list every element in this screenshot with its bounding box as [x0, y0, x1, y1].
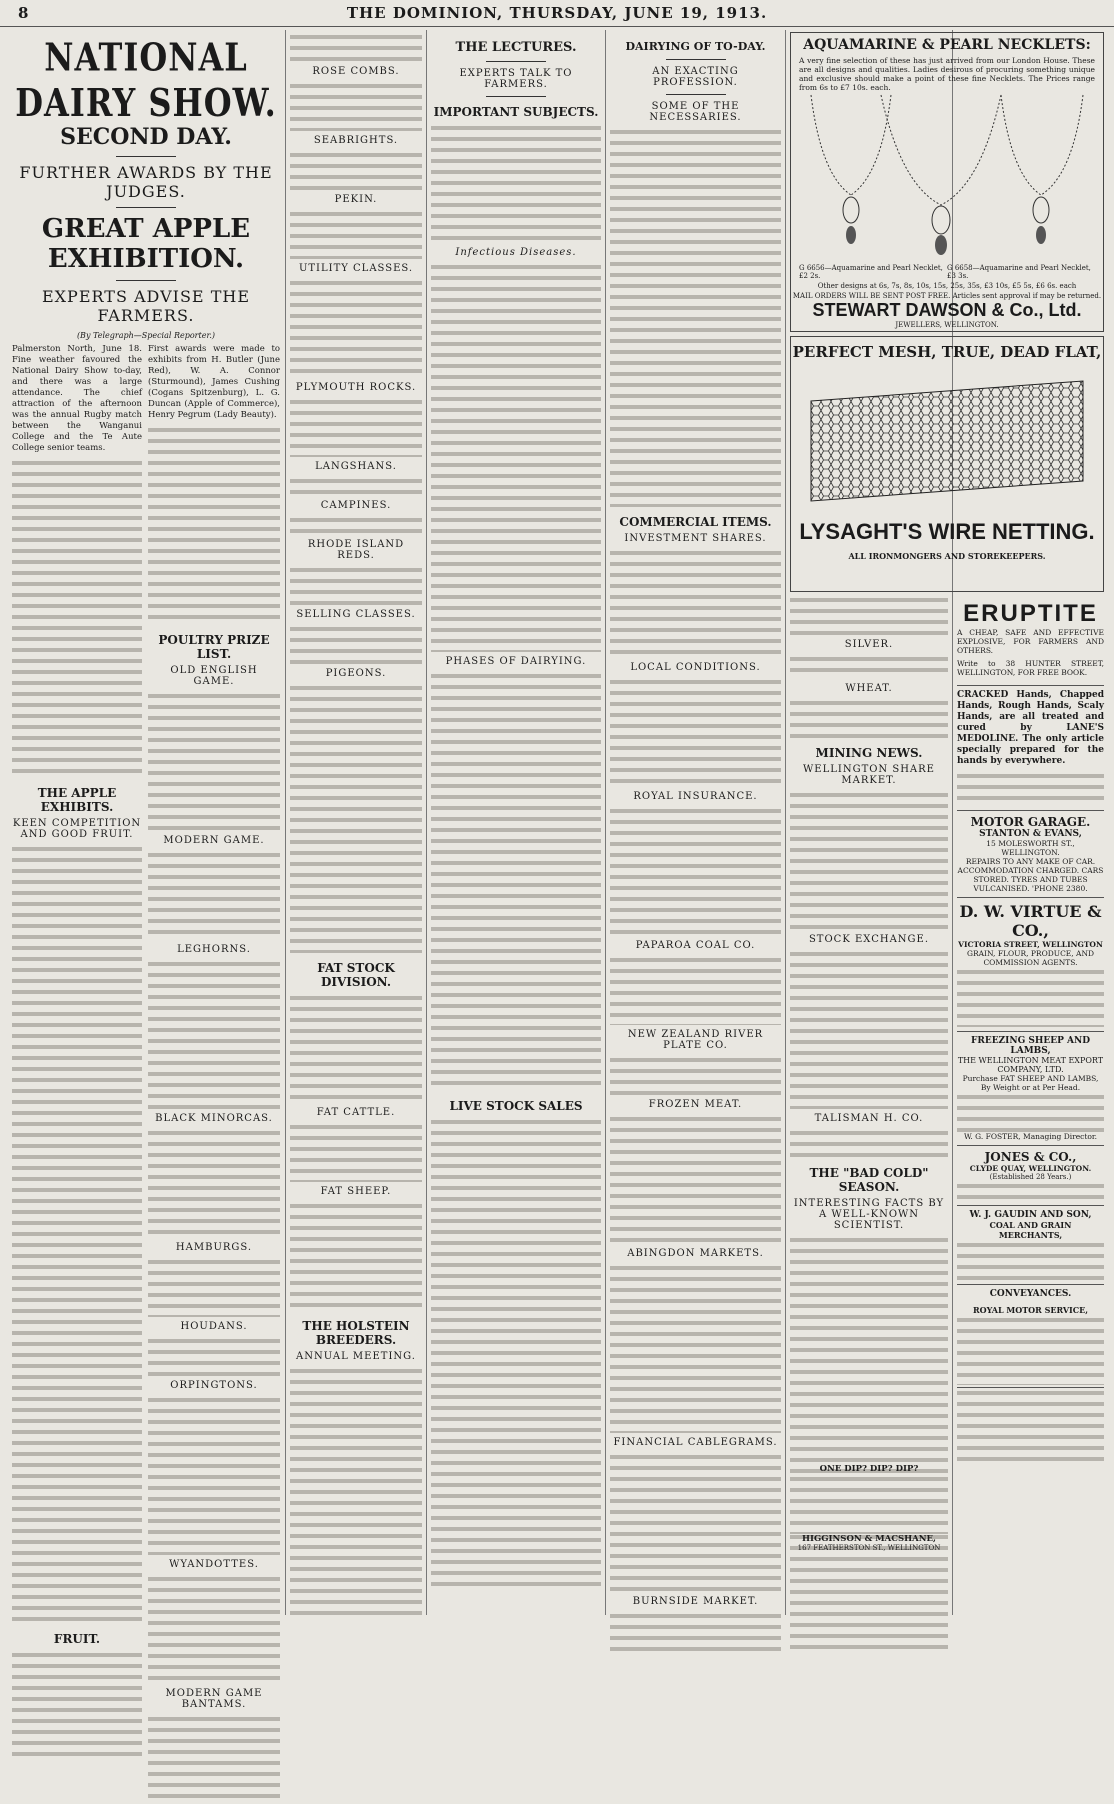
- jones-sub: CLYDE QUAY, WELLINGTON.: [969, 1164, 1092, 1173]
- section-heading-pekin: PEKIN.: [334, 194, 378, 205]
- divider: [486, 96, 546, 97]
- section-heading-selling-classes: SELLING CLASSES.: [296, 609, 416, 620]
- gaudin-ad: [957, 1206, 1104, 1285]
- section-heading-holstein-breeders: THE HOLSTEIN BREEDERS.: [302, 1319, 410, 1347]
- ad-text-block: [957, 1181, 1104, 1201]
- section-heading-mining-news: MINING NEWS.: [815, 746, 923, 760]
- medoline-text: CRACKED Hands, Chapped Hands, Rough Hands, Scaly Hands, are all treated and cured by LANE'S MEDOLINE. The only article specially prepared for the hands by everywhere.: [957, 690, 1104, 766]
- motor-garage-title: MOTOR GARAGE.: [970, 815, 1091, 829]
- story-text-block: [148, 1714, 280, 1804]
- higginson-address: 167 FEATHERSTON ST., WELLINGTON: [797, 1544, 941, 1552]
- wire-netting-illustration: [791, 361, 1103, 511]
- section-heading-live-stock-sales: LIVE STOCK SALES: [449, 1099, 583, 1113]
- section-heading-wheat: WHEAT.: [845, 683, 893, 694]
- section-heading-black-minorcas: BLACK MINORCAS.: [155, 1113, 273, 1124]
- section-heading-english-game: OLD ENGLISH GAME.: [170, 665, 258, 687]
- column-rule: [605, 30, 606, 1615]
- story-text-block: [431, 262, 601, 652]
- section-heading-fat-stock: FAT STOCK DIVISION.: [317, 961, 395, 989]
- virtue-name: D. W. VIRTUE & CO.,: [959, 902, 1102, 940]
- virtue-address: VICTORIA STREET, WELLINGTON: [958, 940, 1103, 949]
- story-text-block: [148, 850, 280, 940]
- section-heading-poultry-prize-list: POULTRY PRIZE LIST.: [158, 633, 270, 661]
- headline-great-apple-exhibition: GREAT APPLE EXHIBITION.: [41, 214, 251, 274]
- section-heading-wellington-share-market: WELLINGTON SHARE MARKET.: [803, 764, 935, 786]
- markets-column: [790, 595, 948, 1610]
- section-heading-langshans: LANGSHANS.: [315, 461, 397, 472]
- foster-line: W. G. FOSTER, Managing Director.: [963, 1132, 1098, 1141]
- section-heading-modern-game: MODERN GAME.: [163, 835, 265, 846]
- section-heading-annual-meeting: ANNUAL MEETING.: [296, 1351, 416, 1362]
- gaudin-name: W. J. GAUDIN AND SON,: [969, 1210, 1092, 1220]
- conveyances-heading: CONVEYANCES.: [989, 1289, 1072, 1299]
- story-subcolumn-left: [12, 344, 142, 1674]
- other-designs: Other designs at 6s, 7s, 8s, 10s, 15s, 25s, 35s, £3 10s, £5 5s, £6 6s. each: [817, 282, 1077, 290]
- story-text-block: [290, 150, 422, 190]
- eruptite-sub: A CHEAP, SAFE AND EFFECTIVE EXPLOSIVE, FOR FARMERS AND OTHERS.: [957, 628, 1104, 655]
- section-heading-wyandottes: WYANDOTTES.: [169, 1559, 259, 1570]
- story-text-block: [610, 1055, 781, 1095]
- ad-text-block: [957, 967, 1104, 1027]
- page-number: 8: [18, 4, 29, 22]
- medoline-ad: [957, 686, 1104, 811]
- ad-text-block: [957, 1315, 1104, 1385]
- share-price-table: [610, 548, 781, 658]
- section-heading-pigeons: PIGEONS.: [325, 668, 387, 679]
- main-story-column: [12, 32, 280, 1710]
- story-text-block: [790, 698, 948, 738]
- story-text-block: [148, 1395, 280, 1555]
- subheadline-necessaries: SOME OF THE NECESSARIES.: [649, 101, 742, 123]
- aquamarine-ad-text: A very fine selection of these has just arrived from our London House. These are all designs and qualities. Ladies desirous of procuring something unique and exclusive should make a point of these fine Necklets. The Prices range from 6s to £7 10s. each.: [799, 56, 1095, 92]
- section-heading-plymouth-rocks: PLYMOUTH ROCKS.: [295, 382, 417, 393]
- story-text-block: [148, 1336, 280, 1376]
- virtue-sub: GRAIN, FLOUR, PRODUCE, AND COMMISSION AGENTS.: [966, 949, 1095, 967]
- royal-motor-ad: [957, 1303, 1104, 1388]
- story-text-block: [610, 1452, 781, 1592]
- story-text-block: [290, 1122, 422, 1182]
- divider: [116, 280, 176, 281]
- stanton-address: 15 MOLESWORTH ST., WELLINGTON.: [986, 839, 1075, 857]
- section-heading-frozen-meat: FROZEN MEAT.: [648, 1099, 743, 1110]
- section-heading-hamburgs: HAMBURGS.: [175, 1242, 253, 1253]
- story-text-block: [290, 397, 422, 457]
- section-heading-stock-exchange: STOCK EXCHANGE.: [808, 934, 930, 945]
- section-heading-bad-cold: THE "BAD COLD" SEASON.: [809, 1166, 929, 1194]
- section-heading-infectious-diseases: Infectious Diseases.: [455, 247, 577, 258]
- eruptite-ad: [957, 596, 1104, 686]
- story-text-block: [148, 691, 280, 831]
- jones-ad: [957, 1146, 1104, 1206]
- section-subheading-keen-competition: KEEN COMPETITION AND GOOD FRUIT.: [12, 818, 142, 840]
- section-heading-fruit: FRUIT.: [53, 1632, 101, 1646]
- section-heading-abingdon-markets: ABINGDON MARKETS.: [627, 1248, 764, 1259]
- section-heading-seabrights: SEABRIGHTS.: [313, 135, 399, 146]
- section-heading-burnside-market: BURNSIDE MARKET.: [632, 1596, 759, 1607]
- story-text-block: [12, 458, 142, 778]
- headline-the-lectures: THE LECTURES.: [455, 40, 577, 55]
- headline-experts-advise: EXPERTS ADVISE THE FARMERS.: [41, 287, 250, 325]
- accommodation-line: ACCOMMODATION CHARGED. CARS STORED. TYRES AND TUBES VULCANISED. 'PHONE 2380.: [957, 866, 1104, 893]
- virtue-ad: [957, 898, 1104, 1032]
- ad-text-block: [790, 1474, 948, 1534]
- divider: [486, 61, 546, 62]
- divider: [666, 59, 726, 60]
- section-heading-fat-sheep: FAT SHEEP.: [320, 1186, 392, 1197]
- section-heading-paparoa-coal: PAPAROA COAL CO.: [635, 940, 756, 951]
- story-text-block: [290, 565, 422, 605]
- story-text-block: [610, 1263, 781, 1433]
- eruptite-title: ERUPTITE: [963, 600, 1098, 627]
- story-text-block: [610, 955, 781, 1025]
- share-price-table: [790, 790, 948, 930]
- eruptite-write: Write to 38 HUNTER STREET, WELLINGTON, FOR FREE BOOK.: [957, 659, 1104, 677]
- poultry-results-column: [290, 32, 422, 1612]
- subheadline-experts-talk: EXPERTS TALK TO FARMERS.: [459, 68, 573, 90]
- one-dip-title: ONE DIP? DIP? DIP?: [819, 1464, 919, 1474]
- story-text-block: [610, 1114, 781, 1244]
- headline-second-day: SECOND DAY.: [60, 124, 232, 150]
- commercial-column: [610, 32, 781, 1612]
- motor-garage-ad: [957, 811, 1104, 898]
- repairs-line: REPAIRS TO ANY MAKE OF CAR.: [965, 857, 1096, 866]
- masthead: [0, 0, 1114, 27]
- story-text-block: [431, 671, 601, 1091]
- story-subcolumn-right: [148, 344, 280, 1710]
- jones-established: (Established 28 Years.): [989, 1173, 1072, 1181]
- story-text-block: [290, 81, 422, 131]
- section-heading-apple-exhibits: THE APPLE EXHIBITS.: [37, 786, 117, 814]
- story-text-block: [790, 949, 948, 1109]
- divider: [116, 207, 176, 208]
- pendant-caption-left: G 6656—Aquamarine and Pearl Necklet, £2 2s.: [799, 264, 943, 280]
- section-heading-leghorns: LEGHORNS.: [177, 944, 251, 955]
- story-text-block: [790, 595, 948, 635]
- stanton-name: STANTON & EVANS,: [979, 829, 1082, 839]
- section-heading-utility: UTILITY CLASSES.: [298, 263, 414, 274]
- column-rule: [426, 30, 427, 1615]
- lectures-column: [431, 32, 601, 1612]
- freezing-title: FREEZING SHEEP AND LAMBS,: [970, 1036, 1091, 1056]
- headline-further-awards: FURTHER AWARDS BY THE JUDGES.: [19, 163, 273, 201]
- story-text-block: [148, 425, 280, 625]
- subheadline-important-subjects: IMPORTANT SUBJECTS.: [433, 105, 599, 119]
- pendant-captions: [791, 264, 1103, 280]
- meat-export-company: THE WELLINGTON MEAT EXPORT COMPANY, LTD.: [957, 1056, 1104, 1074]
- stewart-dawson-name: STEWART DAWSON & Co., Ltd.: [812, 300, 1082, 320]
- section-heading-financial-cablegrams: FINANCIAL CABLEGRAMS.: [613, 1437, 778, 1448]
- section-heading-silver: SILVER.: [844, 639, 894, 650]
- section-heading-fat-cattle: FAT CATTLE.: [316, 1107, 396, 1118]
- story-text-block: [290, 993, 422, 1103]
- story-text-block: [12, 1650, 142, 1760]
- jones-name: JONES & CO.,: [984, 1150, 1077, 1164]
- story-text-block: [290, 1366, 422, 1616]
- story-text-block: [610, 806, 781, 936]
- aquamarine-ad-title: AQUAMARINE & PEARL NECKLETS:: [803, 37, 1091, 53]
- story-intro: Palmerston North, June 18. Fine weather favoured the National Dairy Show to-day, and there was a large attendance. The chief attraction of the afternoon was the annual Rugby match between the Wanganui College and the Te Aute College senior teams.: [12, 344, 142, 453]
- newspaper-title: THE DOMINION, THURSDAY, JUNE 19, 1913.: [346, 4, 768, 22]
- section-heading-rose-combs: ROSE COMBS.: [312, 66, 400, 77]
- necklace-illustration: [791, 95, 1103, 260]
- section-heading-royal-insurance: ROYAL INSURANCE.: [633, 791, 758, 802]
- story-text-block: [290, 515, 422, 535]
- story-text-block: [148, 1257, 280, 1317]
- story-text-block: [610, 1611, 781, 1651]
- ad-text-block: [957, 1388, 1104, 1468]
- story-text-block: [290, 278, 422, 378]
- story-text-block: [790, 1128, 948, 1158]
- classified-ads-column: [957, 596, 1104, 1610]
- higginson-name: HIGGINSON & MACSHANE,: [802, 1534, 936, 1544]
- section-heading-local-conditions: LOCAL CONDITIONS.: [630, 662, 761, 673]
- bottom-ads: [790, 1460, 948, 1610]
- stewart-dawson-sub: JEWELLERS, WELLINGTON.: [895, 321, 999, 329]
- story-text-block: [12, 844, 142, 1624]
- royal-motor-title: ROYAL MOTOR SERVICE,: [972, 1305, 1089, 1315]
- perfect-mesh-headline: PERFECT MESH, TRUE, DEAD FLAT,: [792, 343, 1102, 361]
- headline-national-dairy-show: NATIONAL DAIRY SHOW.: [15, 34, 277, 126]
- story-text-block: [290, 209, 422, 259]
- lysaght-brand: LYSAGHT'S WIRE NETTING.: [799, 519, 1095, 544]
- section-heading-rhode-island-reds: RHODE ISLAND REDS.: [307, 539, 405, 561]
- story-body: [12, 344, 280, 1710]
- subheadline-exacting-profession: AN EXACTING PROFESSION.: [652, 66, 739, 88]
- story-text-block: [148, 1574, 280, 1684]
- story-text-block: [431, 123, 601, 243]
- column-rule: [285, 30, 286, 1615]
- ironmongers-line: ALL IRONMONGERS AND STOREKEEPERS.: [848, 551, 1046, 561]
- ad-text-block: [957, 1240, 1104, 1280]
- story-text-block: [610, 127, 781, 507]
- section-heading-investment-shares: INVESTMENT SHARES.: [624, 533, 767, 544]
- story-text-block: [148, 959, 280, 1109]
- section-heading-orpingtons: ORPINGTONS.: [170, 1380, 258, 1391]
- aquamarine-ad: [790, 32, 1104, 332]
- section-heading-phases-of-dairying: PHASES OF DAIRYING.: [445, 656, 587, 667]
- story-text-block: [431, 1117, 601, 1587]
- story-text-block: [290, 1201, 422, 1311]
- story-awards-intro: First awards were made to exhibits from H. Butler (June Red), W. A. Connor (Sturmound), James Cushing (Cogans Spitzenburg), L. G. Duncan (Apple of Commerce), Henry Pegrum (Lady Beauty).: [148, 344, 280, 420]
- meat-export-ad: [957, 1032, 1104, 1146]
- story-text-block: [290, 624, 422, 664]
- subheading-interesting-facts: INTERESTING FACTS BY A WELL-KNOWN SCIENTIST.: [793, 1198, 945, 1231]
- section-heading-commercial-items: COMMERCIAL ITEMS.: [619, 515, 772, 529]
- section-heading-talisman: TALISMAN H. CO.: [814, 1113, 924, 1124]
- story-text-block: [148, 1128, 280, 1238]
- lysaght-ad: [790, 336, 1104, 592]
- section-heading-modern-game-bantams: MODERN GAME BANTAMS.: [165, 1688, 263, 1710]
- story-text-block: [610, 677, 781, 787]
- divider: [116, 156, 176, 157]
- purchase-line: Purchase FAT SHEEP AND LAMBS, By Weight or at Per Head.: [962, 1074, 1099, 1092]
- coal-line: COAL AND GRAIN MERCHANTS,: [989, 1220, 1072, 1240]
- headline-dairying-of-to-day: DAIRYING OF TO-DAY.: [625, 40, 766, 53]
- ad-text-block: [957, 771, 1104, 806]
- divider: [666, 94, 726, 95]
- section-heading-houdans: HOUDANS.: [180, 1321, 248, 1332]
- story-text-block: [790, 654, 948, 679]
- ad-text-block: [957, 1092, 1104, 1132]
- byline: (By Telegraph—Special Reporter.): [76, 331, 216, 340]
- story-text-block: [290, 683, 422, 953]
- section-heading-nz-river-plate: NEW ZEALAND RIVER PLATE CO.: [627, 1029, 764, 1051]
- pendant-caption-right: G 6658—Aquamarine and Pearl Necklet, £3 3s.: [947, 264, 1091, 280]
- section-heading-campines: CAMPINES.: [320, 500, 392, 511]
- story-text-block: [290, 476, 422, 496]
- story-text-block: [290, 32, 422, 62]
- mail-orders: MAIL ORDERS WILL BE SENT POST FREE. Articles sent approval if may be returned.: [792, 292, 1102, 300]
- column-rule: [785, 30, 786, 1615]
